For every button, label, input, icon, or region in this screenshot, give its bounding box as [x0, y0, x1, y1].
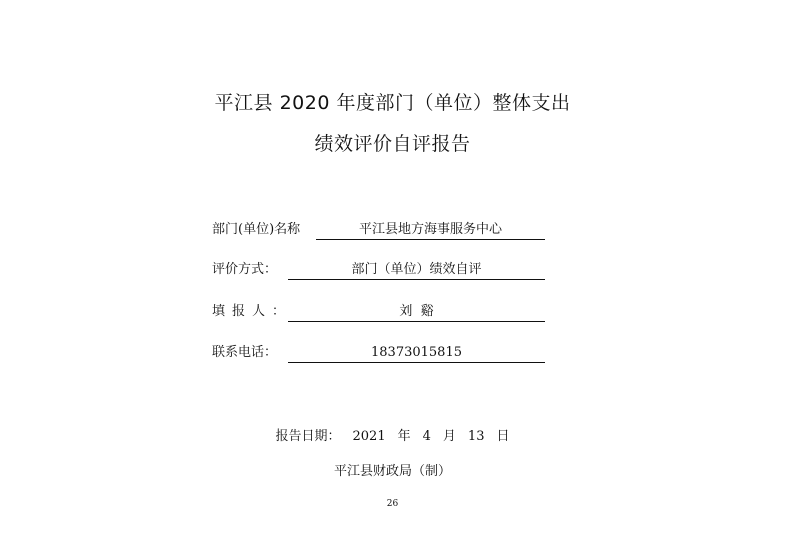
method-field: 部门（单位）绩效自评 — [288, 260, 545, 280]
page-number: 26 — [386, 499, 399, 509]
report-date-day: 13 — [467, 429, 485, 444]
phone-field: 18373015815 — [288, 343, 545, 363]
report-date-year-unit: 年 — [397, 429, 411, 444]
method-label: 评价方式： — [212, 262, 278, 277]
report-date-month: 4 — [422, 429, 431, 444]
department-field: 平江县地方海事服务中心 — [316, 220, 545, 240]
department-label: 部门(单位)名称 — [212, 222, 301, 237]
report-title-line2: 绩效评价自评报告 — [314, 133, 471, 155]
report-date — [0, 425, 785, 444]
report-title-line1: 平江县 2020 年度部门（单位）整体支出 — [214, 92, 571, 114]
filler-label: 填报人： — [212, 304, 293, 319]
report-date-month-unit: 月 — [442, 429, 456, 444]
report-date-year: 2021 — [352, 429, 386, 444]
issuer: 平江县财政局（制） — [333, 464, 451, 479]
phone-label: 联系电话： — [212, 345, 278, 360]
filler-field: 刘 谿 — [288, 302, 545, 322]
report-date-label: 报告日期： — [275, 429, 341, 444]
report-date-day-unit: 日 — [496, 429, 510, 444]
